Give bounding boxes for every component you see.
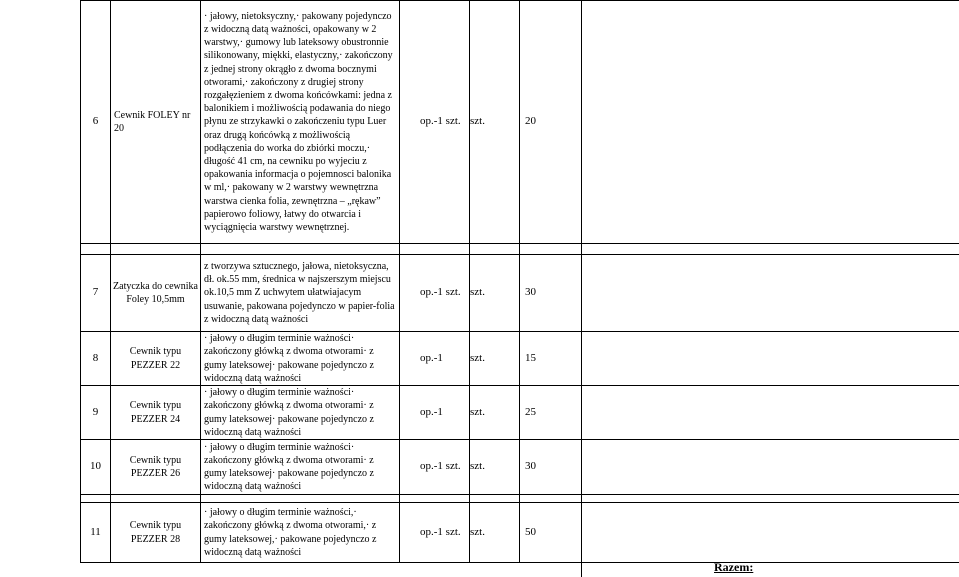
unit — [470, 332, 520, 386]
product-table — [80, 0, 959, 577]
unit-text: szt. — [470, 526, 485, 539]
empty-cell — [582, 440, 959, 495]
unit — [470, 1, 520, 244]
description-line: widoczną datą ważności — [204, 426, 396, 439]
description-line: silikonowany, miękki, elastyczny,· zakończony — [204, 49, 396, 62]
unit-pack — [400, 440, 470, 495]
spacer-cell — [201, 244, 400, 255]
row-number: 7 — [81, 255, 111, 332]
spacer-cell — [81, 244, 111, 255]
description-line: otworami,· zakończony z drugiej strony — [204, 76, 396, 89]
product-description — [201, 503, 400, 563]
empty-cell — [582, 255, 959, 332]
product-description — [201, 1, 400, 244]
description-line: widoczną datą ważności — [204, 372, 396, 385]
row-spacer — [81, 244, 959, 255]
empty-cell — [582, 386, 959, 440]
description-line: · jałowy o długim terminie ważności· — [204, 332, 396, 345]
table-row — [81, 332, 959, 386]
spacer-cell — [470, 244, 520, 255]
description-line: ok.10,5 mm Z uchwytem ułatwiajacym — [204, 286, 396, 299]
product-name: Cewnik typu PEZZER 28 — [111, 503, 201, 563]
row-spacer — [81, 495, 959, 503]
row-number: 8 — [81, 332, 111, 386]
description-line: balonikiem i możliwością podawania do niego — [204, 102, 396, 115]
quantity — [520, 255, 582, 332]
description-line: zakończony główką z dwoma otworami· z — [204, 454, 396, 467]
description-line: · jałowy o długim terminie ważności· — [204, 386, 396, 399]
unit — [470, 386, 520, 440]
description-line: usuwanie, pakowana pojedynczo w papier-folia — [204, 300, 396, 313]
unit-pack-text: op.-1 — [400, 406, 443, 419]
product-name: Cewnik FOLEY nr 20 — [111, 1, 201, 244]
total-label: Razem: — [714, 560, 753, 575]
unit-pack — [400, 1, 470, 244]
table-row — [81, 503, 959, 563]
description-line: dł. ok.55 mm, średnica w najszerszym miejscu — [204, 273, 396, 286]
description-line: w ml,· pakowany w 2 warstwy wewnętrzna — [204, 181, 396, 194]
description-line: gumy lateksowej· pakowane pojedynczo z — [204, 467, 396, 480]
empty-cell — [201, 563, 400, 577]
description-line: z widoczną datą ważności, opakowany w 2 — [204, 23, 396, 36]
unit-pack — [400, 386, 470, 440]
spacer-cell — [81, 495, 111, 503]
product-description — [201, 255, 400, 332]
unit-pack-text: op.-1 szt. — [400, 286, 461, 299]
total-cell — [582, 563, 959, 577]
empty-cell — [470, 563, 520, 577]
empty-cell — [582, 1, 959, 244]
description-line: gumy lateksowej· pakowane pojedynczo z — [204, 413, 396, 426]
unit-text: szt. — [470, 115, 485, 128]
unit-text: szt. — [470, 352, 485, 365]
description-line: widoczną datą ważności — [204, 546, 396, 559]
table-row — [81, 386, 959, 440]
unit-pack — [400, 503, 470, 563]
quantity — [520, 386, 582, 440]
empty-cell — [81, 563, 111, 577]
quantity — [520, 440, 582, 495]
row-number: 6 — [81, 1, 111, 244]
spacer-cell — [111, 495, 201, 503]
description-line: · jałowy o długim terminie ważności,· — [204, 506, 396, 519]
quantity-text: 30 — [520, 286, 536, 298]
unit-text: szt. — [470, 460, 485, 473]
description-line: warstwy,· gumowy lub lateksowy obustronnie — [204, 36, 396, 49]
spacer-cell — [520, 495, 582, 503]
description-line: długość 41 cm, na cewniku po wyjeciu z — [204, 155, 396, 168]
unit-text: szt. — [470, 286, 485, 299]
description-line: zakończony główką z dwoma otworami· z — [204, 399, 396, 412]
table-row — [81, 255, 959, 332]
unit-pack — [400, 255, 470, 332]
description-line: · jałowy o długim terminie ważności· — [204, 441, 396, 454]
spacer-cell — [400, 495, 470, 503]
description-line: wyciągnięcia warstwy wewnętrznej. — [204, 221, 396, 234]
description-line: gumy lateksowej· pakowane pojedynczo z — [204, 359, 396, 372]
unit-pack-text: op.-1 szt. — [400, 460, 461, 473]
empty-cell — [582, 503, 959, 563]
description-line: opakowania informacja o pojemnosci balonika — [204, 168, 396, 181]
empty-cell — [582, 332, 959, 386]
product-description — [201, 386, 400, 440]
unit — [470, 503, 520, 563]
quantity-text: 50 — [520, 526, 536, 538]
unit — [470, 440, 520, 495]
description-line: z widoczną datą ważności — [204, 313, 396, 326]
product-name: Cewnik typu PEZZER 26 — [111, 440, 201, 495]
description-line: warstwa cienka folia, zewnętrzna – „rękaw” — [204, 195, 396, 208]
row-number: 11 — [81, 503, 111, 563]
product-name: Cewnik typu PEZZER 24 — [111, 386, 201, 440]
unit-pack — [400, 332, 470, 386]
description-line: zakończony główką z dwoma otworami,· z — [204, 519, 396, 532]
quantity-text: 20 — [520, 115, 536, 127]
unit — [470, 255, 520, 332]
table-row — [81, 1, 959, 244]
spacer-cell — [582, 244, 959, 255]
product-name: Zatyczka do cewnika Foley 10,5mm — [111, 255, 201, 332]
empty-cell — [520, 563, 582, 577]
description-line: z tworzywa sztucznego, jałowa, nietoksyczna, — [204, 260, 396, 273]
empty-cell — [111, 563, 201, 577]
spacer-cell — [520, 244, 582, 255]
description-line: gumy lateksowej,· pakowane pojedynczo z — [204, 533, 396, 546]
empty-cell — [400, 563, 470, 577]
description-line: z jednej strony okrągło z dwoma bocznymi — [204, 63, 396, 76]
unit-pack-text: op.-1 szt. — [400, 115, 461, 128]
product-description — [201, 332, 400, 386]
row-number: 10 — [81, 440, 111, 495]
product-description — [201, 440, 400, 495]
description-line: płynu ze strzykawki o zakończeniu typu Luer — [204, 115, 396, 128]
quantity-text: 30 — [520, 460, 536, 472]
quantity-text: 25 — [520, 406, 536, 418]
description-line: zakończony główką z dwoma otworami· z — [204, 345, 396, 358]
row-number: 9 — [81, 386, 111, 440]
quantity-text: 15 — [520, 352, 536, 364]
unit-pack-text: op.-1 — [400, 352, 443, 365]
spacer-cell — [470, 495, 520, 503]
unit-text: szt. — [470, 406, 485, 419]
quantity — [520, 332, 582, 386]
spacer-cell — [201, 495, 400, 503]
description-line: papierowo foliowy, łatwy do otwarcia i — [204, 208, 396, 221]
description-line: podłączenia do worka do zbiórki moczu,· — [204, 142, 396, 155]
table-row — [81, 440, 959, 495]
spacer-cell — [111, 244, 201, 255]
description-line: · jałowy, nietoksyczny,· pakowany pojedynczo — [204, 10, 396, 23]
description-line: rozgałęzieniem z dwoma końcówkami: jedna z — [204, 89, 396, 102]
unit-pack-text: op.-1 szt. — [400, 526, 461, 539]
quantity — [520, 503, 582, 563]
total-row — [81, 563, 959, 577]
description-line: oraz drugą końcówką z możliwością — [204, 129, 396, 142]
quantity — [520, 1, 582, 244]
description-line: widoczną datą ważności — [204, 480, 396, 493]
spacer-cell — [400, 244, 470, 255]
spacer-cell — [582, 495, 959, 503]
product-name: Cewnik typu PEZZER 22 — [111, 332, 201, 386]
